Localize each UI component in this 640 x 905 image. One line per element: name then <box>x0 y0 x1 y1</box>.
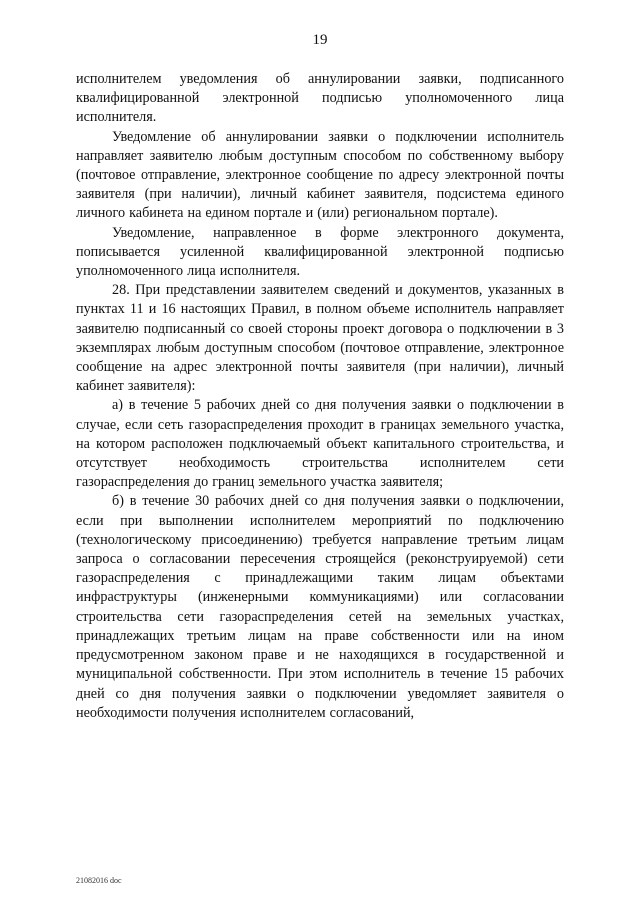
document-body <box>76 70 564 723</box>
paragraph-continuation: исполнителем уведомления об аннулировании заявки, подписанного квалифицированной электронной подписью уполномоченного лица исполнителя. <box>76 71 564 126</box>
paragraph-electronic-signature: Уведомление, направленное в форме электронного документа, пописывается усиленной квалифицированной электронной подписью уполномоченного лица исполнителя. <box>76 224 564 280</box>
paragraph-subclause-b: б) в течение 30 рабочих дней со дня получения заявки о подключении, если при выполнении исполнителем мероприятий по подключению (технологическому присоединению) требуется направление третьим лицам запроса о согласовании пересечения строящейся (реконструируемой) сети газораспределения с принадлежащими таким лицам объектами инфраструктуры (инженерными коммуникациями) или согласовании строительства сети газораспределения сетей на земельных участках, принадлежащих третьим лицам на праве собственности или на ином предусмотренном законом праве и не находящихся в государственной и муниципальной собственности. При этом исполнитель в течение 15 рабочих дней со дня получения заявки о подключении уведомляет заявителя о необходимости получения исполнителем согласований, <box>76 493 564 721</box>
paragraph-subclause-a: а) в течение 5 рабочих дней со дня получения заявки о подключении в случае, если сеть газораспределения проходит в границах земельного участка, на котором расположен подключаемый объект капитального строительства, и отсутствует необходимость строительства исполнителем сети газораспределения до границ земельного участка заявителя; <box>76 397 564 491</box>
document-footer: 21082016 doc <box>76 876 122 885</box>
paragraph-clause-28: 28. При представлении заявителем сведений и документов, указанных в пунктах 11 и 16 настоящих Правил, в полном объеме исполнитель направляет заявителю подписанный со своей стороны проект договора о подключении в 3 экземплярах любым доступным способом (почтовое отправление, электронное сообщение на адрес электронной почты заявителя (при наличии), личный кабинет заявителя): <box>76 282 564 395</box>
paragraph-cancellation-notice: Уведомление об аннулировании заявки о подключении исполнитель направляет заявителю любым доступным способом по собственному выбору (почтовое отправление, электронное сообщение по адресу электронной почты заявителя (при наличии), личный кабинет заявителя, подсистема единого личного кабинета на едином портале и (или) региональном портале). <box>76 128 564 222</box>
page-number: 19 <box>312 32 328 48</box>
